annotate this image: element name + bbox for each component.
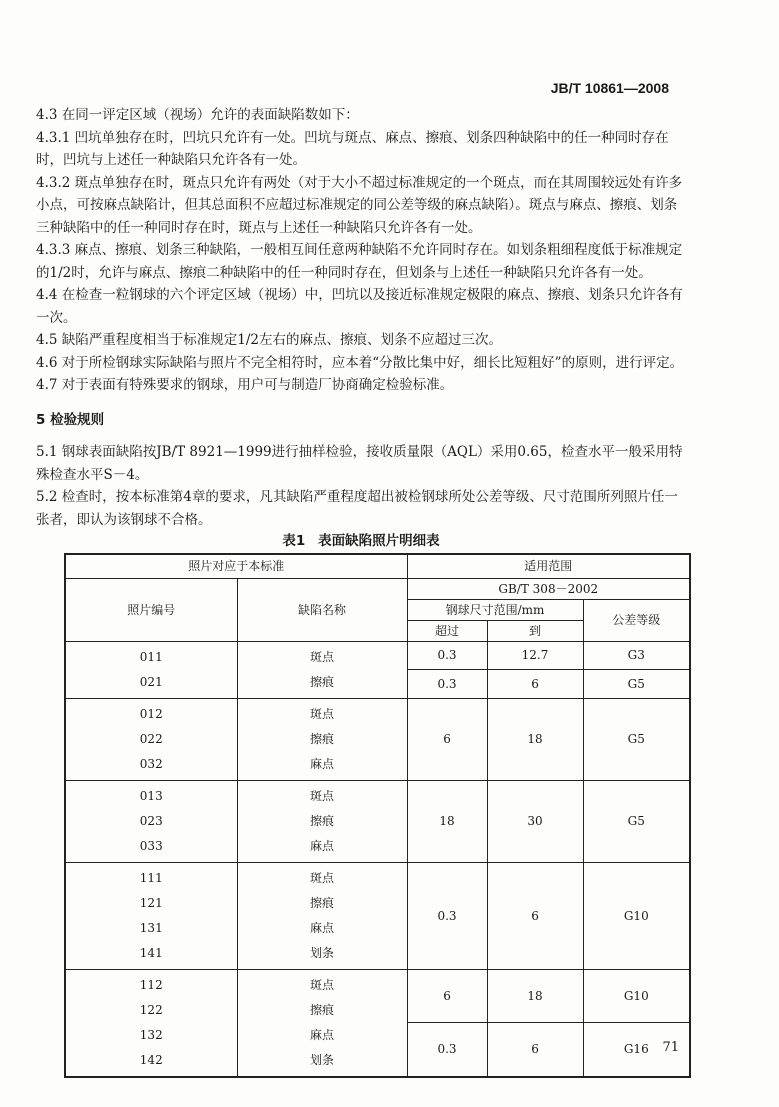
photo-no: 023 — [139, 813, 163, 828]
defect-name-cell — [237, 862, 407, 969]
standard-number: JB/T 10861—2008 — [550, 80, 669, 96]
clause-4-3: 4.3 在同一评定区域（视场）允许的表面缺陷数如下： — [36, 107, 359, 123]
range-to: 6 — [487, 862, 583, 969]
tolerance-grade: G10 — [583, 969, 690, 1023]
clause-4-7: 4.7 对于表面有特殊要求的钢球，用户可与制造厂协商确定检验标准。 — [36, 377, 454, 393]
clause-5-2: 5.2 检查时，按本标准第4章的要求，凡其缺陷严重程度超出被检钢球所处公差等级、尺寸范围所列照片任一张者，即认为该钢球不合格。 — [36, 489, 678, 528]
photo-no-cell — [65, 641, 237, 698]
defect-name-cell — [237, 698, 407, 780]
clause-4-6: 4.6 对于所检钢球实际缺陷与照片不完全相符时，应本着“分散比集中好，细长比短粗好”的原则，进行评定。 — [36, 354, 684, 371]
tolerance-grade: G3 — [583, 641, 690, 670]
photo-no: 011 — [139, 649, 163, 664]
defect-name: 斑点 — [310, 706, 335, 721]
header-defect-name: 缺陷名称 — [237, 578, 407, 641]
range-over: 18 — [407, 780, 487, 862]
clause-4-3-1: 4.3.1 凹坑单独存在时，凹坑只允许有一处。凹坑与斑点、麻点、擦痕、划条四种缺陷中的任一种同时存在时，凹坑与上述任一种缺陷只允许各有一处。 — [36, 129, 669, 168]
range-over: 0.3 — [407, 862, 487, 969]
photo-no: 141 — [139, 945, 163, 960]
photo-no: 032 — [139, 756, 163, 771]
tolerance-grade: G16 — [583, 1023, 690, 1077]
photo-no: 022 — [139, 731, 163, 746]
photo-no-cell — [65, 969, 237, 1077]
clause-4-4: 4.4 在检查一粒钢球的六个评定区域（视场）中，凹坑以及接近标准规定极限的麻点、擦痕、划条只允许各有一次。 — [36, 287, 683, 326]
tolerance-grade: G10 — [583, 862, 690, 969]
tolerance-grade: G5 — [583, 670, 690, 699]
defect-name: 斑点 — [310, 977, 335, 992]
photo-no: 122 — [139, 1002, 163, 1017]
range-over: 0.3 — [407, 670, 487, 699]
range-over: 0.3 — [407, 641, 487, 670]
defect-name: 划条 — [310, 1052, 335, 1067]
defect-name: 麻点 — [310, 920, 335, 935]
defect-name: 斑点 — [310, 788, 335, 803]
table-caption-title: 表面缺陷照片明细表 — [318, 533, 440, 549]
defect-name: 擦痕 — [310, 895, 335, 910]
photo-no: 112 — [139, 977, 163, 992]
range-to: 18 — [487, 698, 583, 780]
range-over: 6 — [407, 698, 487, 780]
defect-photo-table — [64, 553, 691, 1078]
defect-name: 擦痕 — [310, 813, 335, 828]
header-size-range: 钢球尺寸范围/mm — [407, 599, 583, 620]
header-tolerance-grade: 公差等级 — [583, 599, 690, 641]
section-5-title: 5 检验规则 — [36, 411, 105, 428]
header-photo-no: 照片编号 — [65, 578, 237, 641]
photo-no: 121 — [139, 895, 163, 910]
defect-name: 麻点 — [310, 838, 335, 853]
photo-no: 012 — [139, 706, 163, 721]
photo-no-cell — [65, 780, 237, 862]
range-to: 18 — [487, 969, 583, 1023]
range-over: 6 — [407, 969, 487, 1023]
defect-name: 擦痕 — [310, 1002, 335, 1017]
photo-no: 131 — [139, 920, 163, 935]
clause-5-1: 5.1 钢球表面缺陷按JB/T 8921—1999进行抽样检验，接收质量限（AQL）采用0.65，检查水平一般采用特殊检查水平S－4。 — [36, 444, 683, 483]
header-photo-group: 照片对应于本标准 — [65, 554, 407, 578]
defect-name: 麻点 — [310, 756, 335, 771]
clause-4-5: 4.5 缺陷严重程度相当于标准规定1/2左右的麻点、擦痕、划条不应超过三次。 — [36, 332, 502, 348]
photo-no: 142 — [139, 1052, 163, 1067]
header-to: 到 — [487, 620, 583, 641]
defect-name: 擦痕 — [310, 674, 335, 689]
range-over: 0.3 — [407, 1023, 487, 1077]
table-caption-number: 表1 — [282, 533, 306, 549]
defect-name: 麻点 — [310, 1027, 335, 1042]
photo-no-cell — [65, 862, 237, 969]
defect-name: 划条 — [310, 945, 335, 960]
photo-no: 132 — [139, 1027, 163, 1042]
page-number: 71 — [662, 1040, 679, 1055]
table-caption — [36, 531, 686, 551]
range-to: 6 — [487, 1023, 583, 1077]
defect-name: 斑点 — [310, 870, 335, 885]
defect-name: 擦痕 — [310, 731, 335, 746]
range-to: 12.7 — [487, 641, 583, 670]
header-gbt-standard: GB/T 308－2002 — [407, 578, 690, 599]
header-over: 超过 — [407, 620, 487, 641]
photo-no: 013 — [139, 788, 163, 803]
defect-name-cell — [237, 969, 407, 1077]
photo-no-cell — [65, 698, 237, 780]
tolerance-grade: G5 — [583, 698, 690, 780]
clause-4-3-3: 4.3.3 麻点、擦痕、划条三种缺陷，一般相互间任意两种缺陷不允许同时存在。如划条粗细程度低于标准规定的1/2时，允许与麻点、擦痕二种缺陷中的任一种同时存在，但划条与上述任一种缺陷只允许各有一处。 — [36, 242, 683, 281]
clause-4-3-2: 4.3.2 斑点单独存在时，斑点只允许有两处（对于大小不超过标准规定的一个斑点，而在其周围较远处有许多小点，可按麻点缺陷计，但其总面积不应超过标准规定的同公差等级的麻点缺陷）。斑点与麻点、擦痕、划条三种缺陷中的任一种同时存在时，斑点与上述任一种缺陷只允许各有一处。 — [36, 174, 683, 236]
tolerance-grade: G5 — [583, 780, 690, 862]
range-to: 6 — [487, 670, 583, 699]
range-to: 30 — [487, 780, 583, 862]
defect-name: 斑点 — [310, 649, 335, 664]
defect-name-cell — [237, 780, 407, 862]
defect-name-cell — [237, 641, 407, 698]
photo-no: 033 — [139, 838, 163, 853]
header-range-group: 适用范围 — [407, 554, 690, 578]
document-body — [36, 104, 686, 1078]
photo-no: 021 — [139, 674, 163, 689]
photo-no: 111 — [139, 870, 163, 885]
